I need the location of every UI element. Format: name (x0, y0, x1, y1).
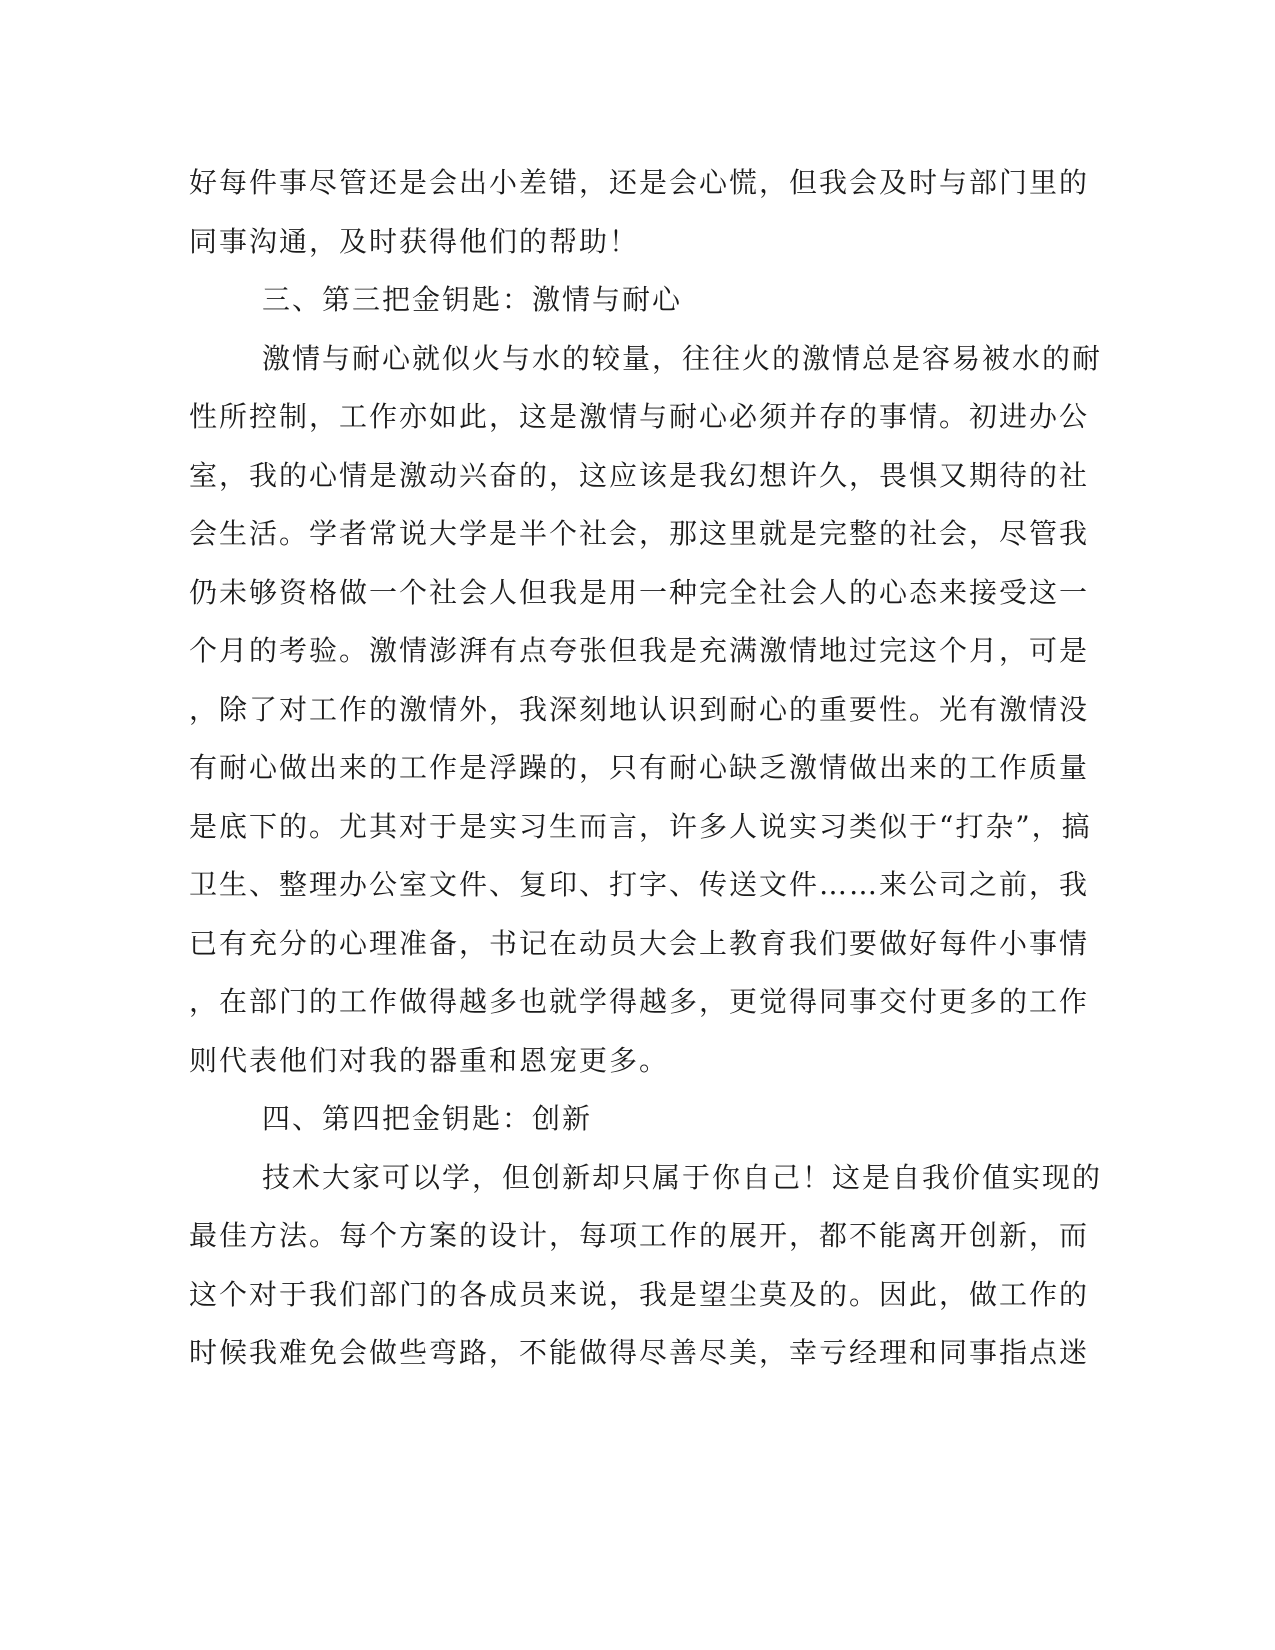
paragraph-first-line: 技术大家可以学，但创新却只属于你自己！这是自我价值实现的 (262, 1161, 1103, 1194)
body-line: 室，我的心情是激动兴奋的，这应该是我幻想许久，畏惧又期待的社 (189, 459, 1090, 492)
body-line: 好每件事尽管还是会出小差错，还是会心慌，但我会及时与部门里的 (189, 166, 1090, 199)
body-line: 卫生、整理办公室文件、复印、打字、传送文件……来公司之前，我 (189, 868, 1090, 901)
body-line: 最佳方法。每个方案的设计，每项工作的展开，都不能离开创新，而 (189, 1219, 1090, 1252)
body-line: 个月的考验。激情澎湃有点夸张但我是充满激情地过完这个月，可是 (189, 634, 1090, 667)
body-line: 则代表他们对我的器重和恩宠更多。 (189, 1044, 670, 1077)
section-heading: 四、第四把金钥匙：创新 (262, 1102, 593, 1135)
section-heading: 三、第三把金钥匙：激情与耐心 (262, 283, 683, 316)
body-line: 性所控制，工作亦如此，这是激情与耐心必须并存的事情。初进办公 (189, 400, 1090, 433)
paragraph-first-line: 激情与耐心就似火与水的较量，往往火的激情总是容易被水的耐 (262, 342, 1103, 375)
body-line: 仍未够资格做一个社会人但我是用一种完全社会人的心态来接受这一 (189, 576, 1090, 609)
body-line: 这个对于我们部门的各成员来说，我是望尘莫及的。因此，做工作的 (189, 1278, 1090, 1311)
body-line: 已有充分的心理准备，书记在动员大会上教育我们要做好每件小事情 (189, 927, 1090, 960)
body-line: ，在部门的工作做得越多也就学得越多，更觉得同事交付更多的工作 (189, 985, 1090, 1018)
body-line: 同事沟通，及时获得他们的帮助！ (189, 225, 640, 258)
body-line: 是底下的。尤其对于是实习生而言，许多人说实习类似于“打杂”，搞 (189, 810, 1092, 843)
body-line: ，除了对工作的激情外，我深刻地认识到耐心的重要性。光有激情没 (189, 693, 1090, 726)
body-line: 时候我难免会做些弯路，不能做得尽善尽美，幸亏经理和同事指点迷 (189, 1336, 1090, 1369)
body-line: 会生活。学者常说大学是半个社会，那这里就是完整的社会，尽管我 (189, 517, 1090, 550)
body-line: 有耐心做出来的工作是浮躁的，只有耐心缺乏激情做出来的工作质量 (189, 751, 1090, 784)
